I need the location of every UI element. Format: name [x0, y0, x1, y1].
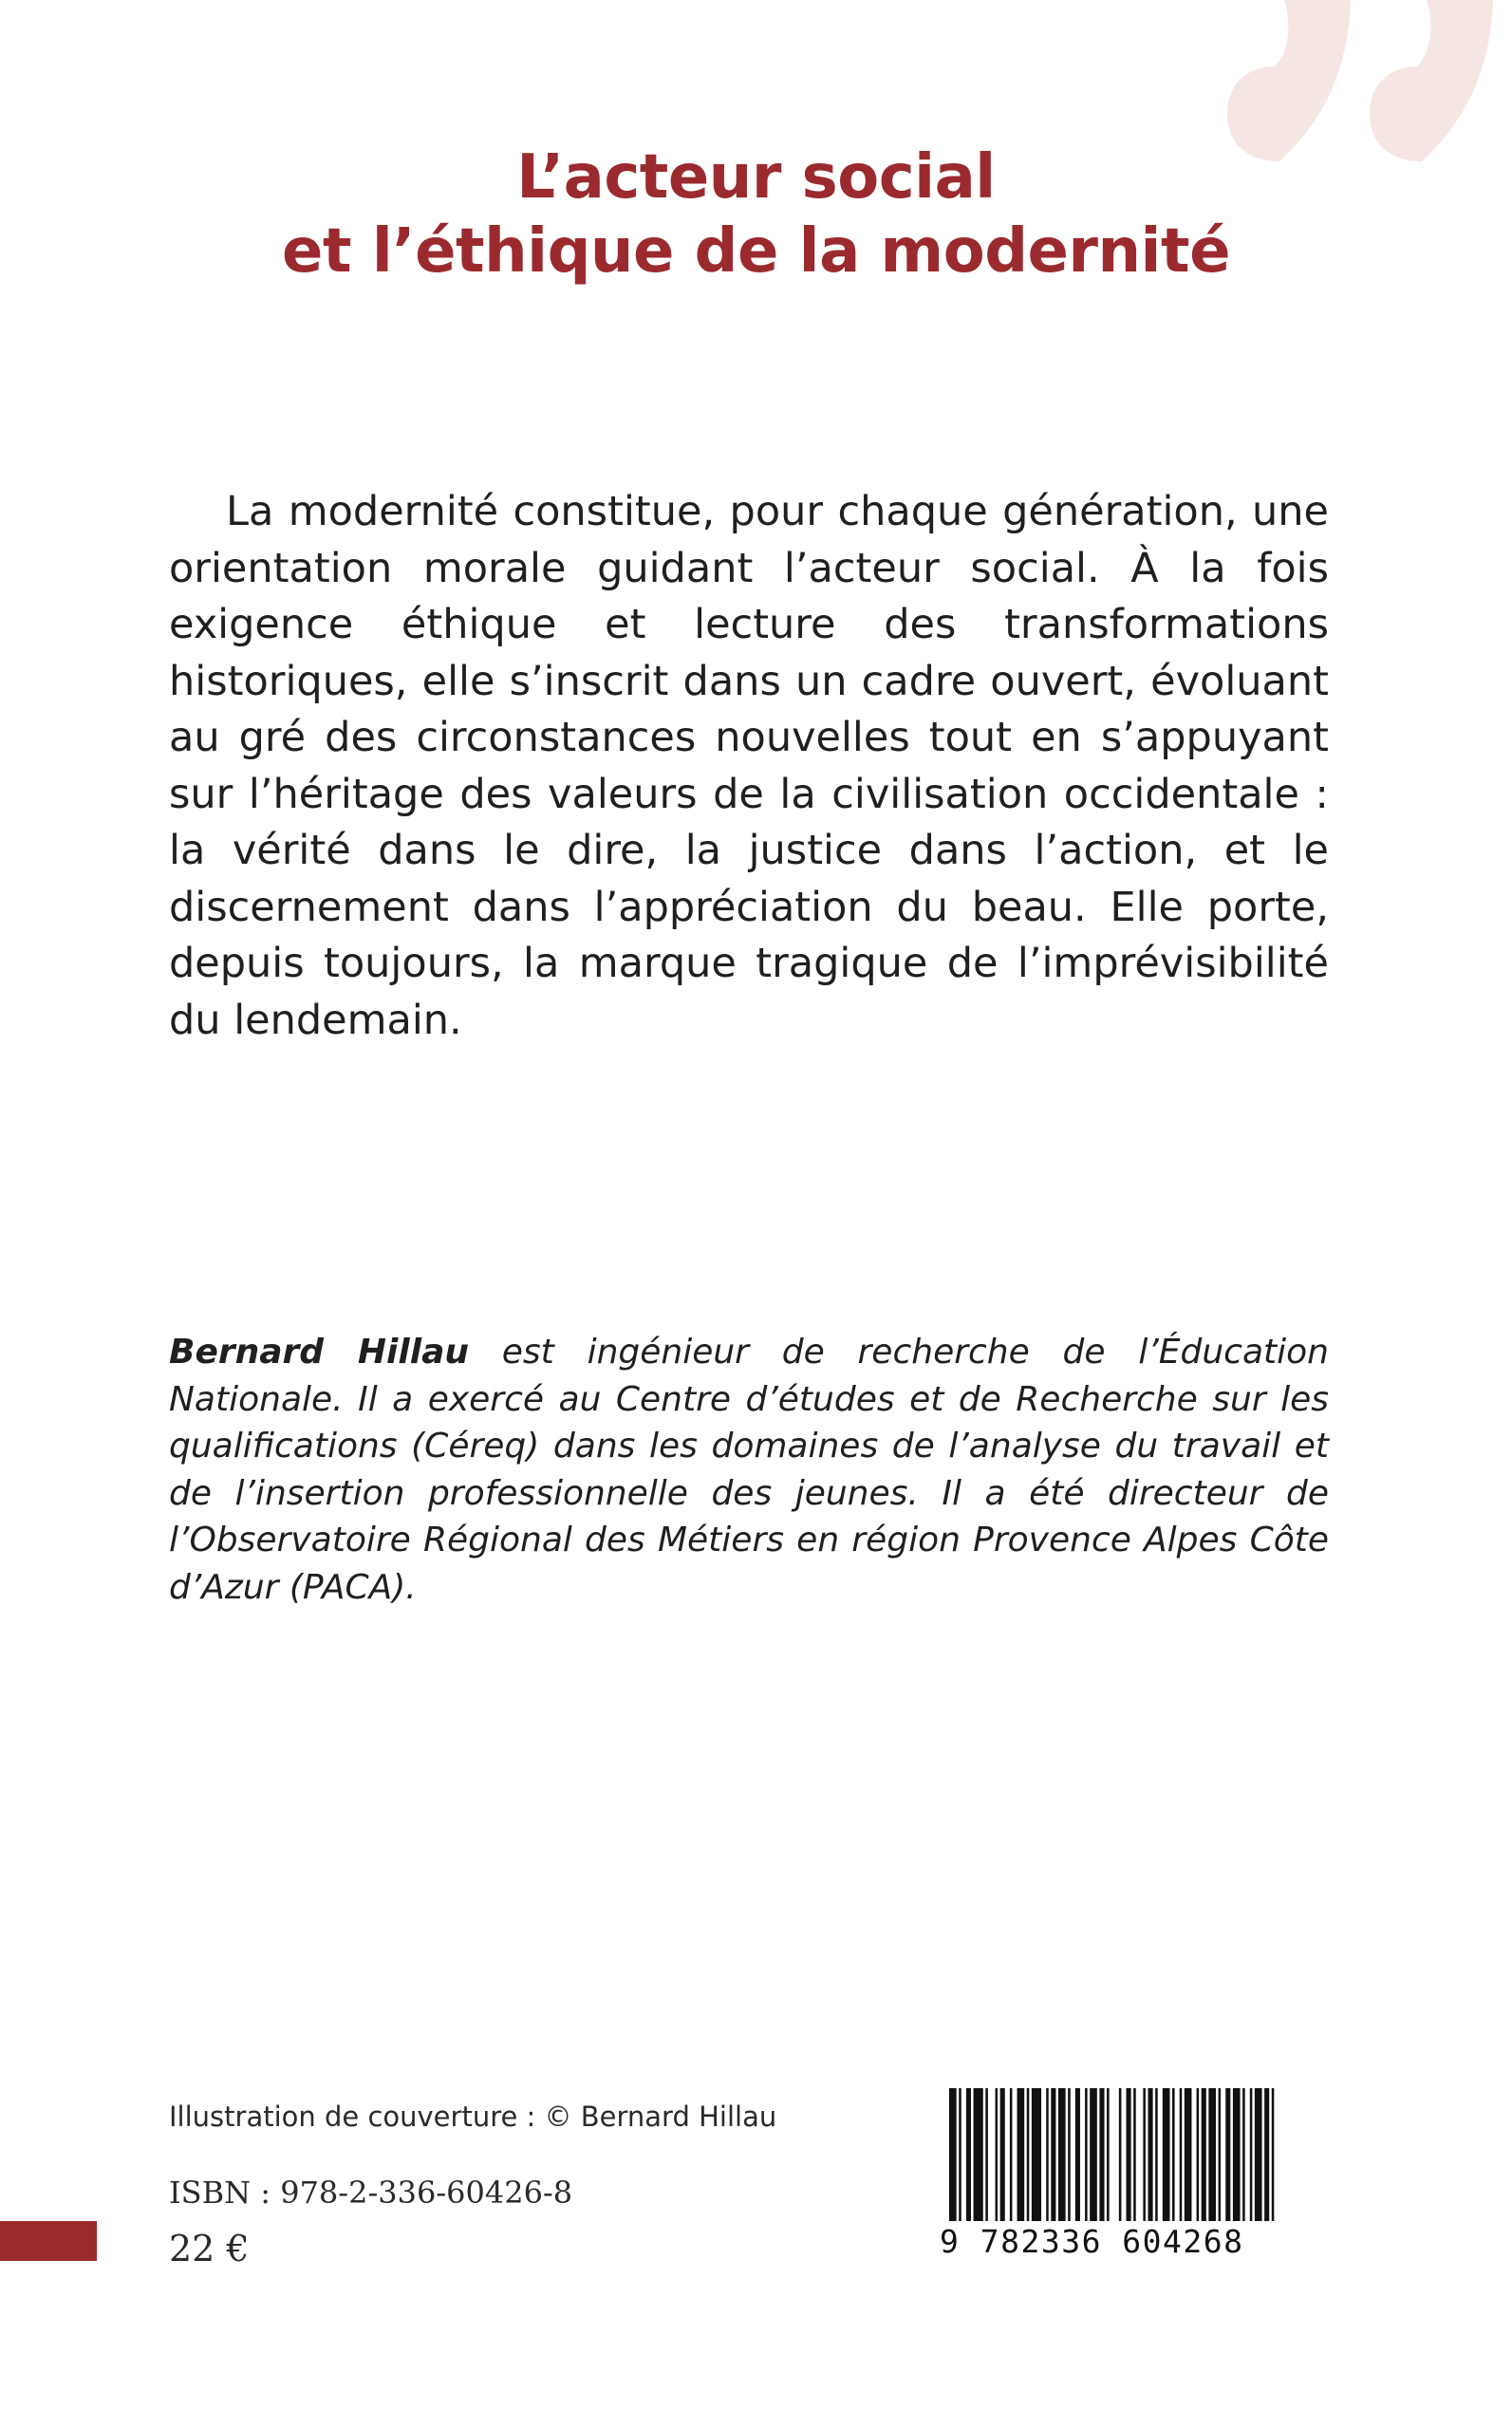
price: 22 €	[169, 2228, 250, 2269]
book-title	[0, 140, 1512, 289]
accent-bar	[0, 2221, 97, 2261]
author-bio	[169, 1329, 1329, 1611]
barcode-digits: 9 782336 604268	[940, 2221, 1291, 2263]
book-summary: La modernité constitue, pour chaque génération, une orientation morale guidant l’acteur social. À la fois exigence éthique et lecture des transformations historiques, elle s’inscrit dans un cadre ouvert, évoluant au gré des circonstances nouvelles tout en s’appuyant sur l’héritage des valeurs de la civilisation occidentale : la vérité dans le dire, la justice dans l’action, et le discernement dans l’appréciation du beau. Elle porte, depuis toujours, la marque tragique de l’imprévisibilité du lendemain.	[169, 488, 1329, 1044]
book-title-line-1: L’acteur social	[516, 141, 996, 213]
author-name: Bernard Hillau	[169, 1333, 469, 1372]
cover-credit: Illustration de couverture : © Bernard Hillau	[169, 2101, 777, 2133]
isbn: ISBN : 978-2-336-60426-8	[169, 2175, 573, 2211]
author-bio-text: est ingénieur de recherche de l’Éducation Nationale. Il a exercé au Centre d’études et de Recherche sur les qualifications (Céreq) dans les domaines de l’analyse du travail et de l’insertion professionnelle des jeunes. Il a été directeur de l’Observatoire Régional des Métiers en région Provence Alpes Côte d’Azur (PACA).	[169, 1333, 1329, 1607]
book-title-line-2: et l’éthique de la modernité	[282, 215, 1230, 287]
